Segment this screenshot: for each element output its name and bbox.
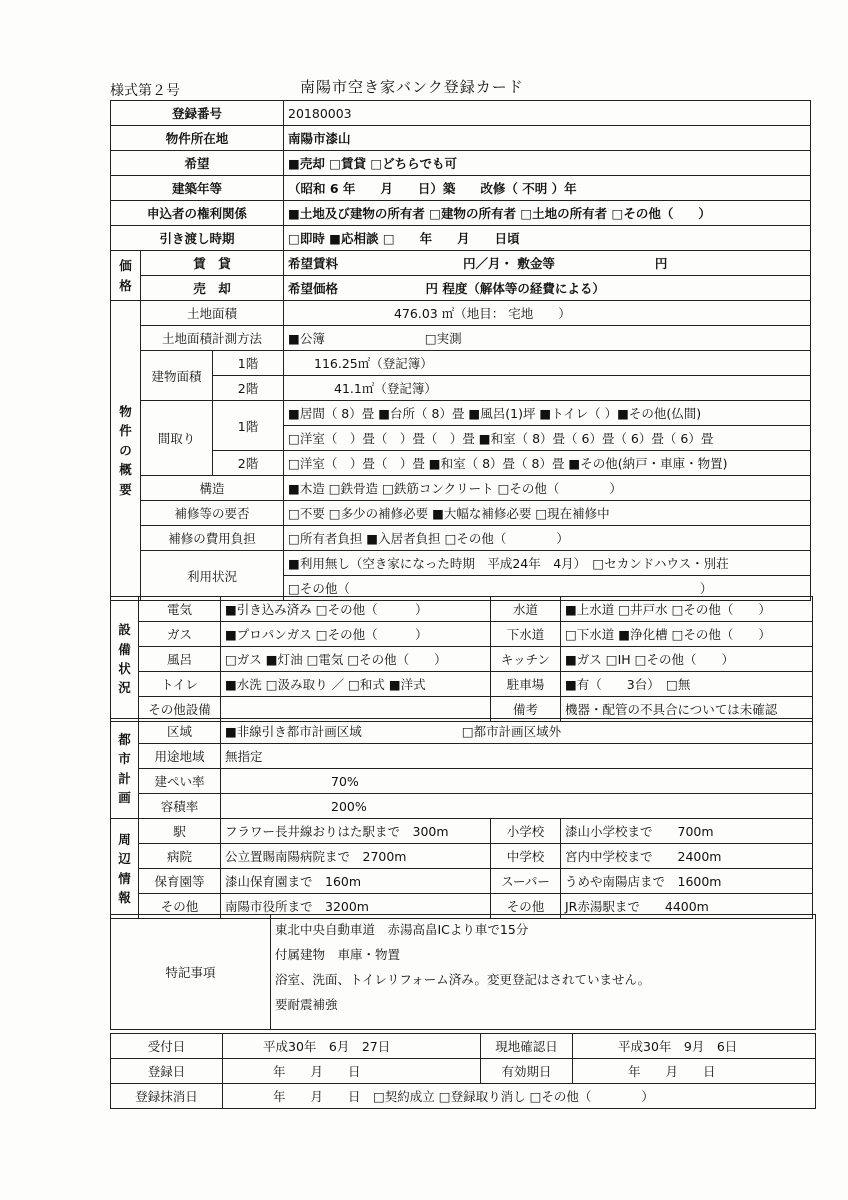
use-zone-label: 用途地域	[139, 744, 221, 769]
structure-label: 構造	[141, 476, 284, 501]
notes-label: 特記事項	[111, 915, 271, 1030]
repair-value: □不要 □多少の補修必要 ■大幅な補修必要 □現在補修中	[284, 501, 811, 526]
location-label: 物件所在地	[111, 126, 284, 151]
floor-2-value: 41.1㎡（登記簿）	[284, 376, 811, 401]
other-place-2-value: JR赤湯駅まで 4400m	[561, 894, 813, 919]
use-zone-value: 無指定	[221, 744, 813, 769]
land-method-value: ■公簿 □実測	[284, 326, 811, 351]
layout-1-label: 1階	[213, 401, 284, 451]
notes-line: 東北中央自動車道 赤湯高畠ICより車で15分	[275, 922, 529, 937]
station-value: フラワー長井線おりはた駅まで 300m	[221, 819, 491, 844]
layout-1a-value: ■居間（ 8）畳 ■台所（ 8）畳 ■風呂(1)坪 ■トイレ（ ）■その他(仏間)	[284, 401, 811, 426]
land-area-value: 476.03 ㎡（地目： 宅地 ）	[284, 301, 811, 326]
registered-value: 年 月 日	[223, 1059, 481, 1084]
notes-table	[110, 914, 816, 1030]
toilet-value: ■水洗 □汲み取り ／ □和式 ■洋式	[221, 672, 491, 697]
hospital-label: 病院	[139, 844, 221, 869]
property-table	[110, 100, 811, 601]
kitchen-value: ■ガス □IH □その他（ ）	[561, 647, 813, 672]
surroundings-section-label: 周 辺 情 報	[111, 819, 139, 919]
other-place-value: 南陽市役所まで 3200m	[221, 894, 491, 919]
registered-label: 登録日	[111, 1059, 223, 1084]
bath-label: 風呂	[139, 647, 221, 672]
repair-cost-label: 補修の費用負担	[141, 526, 284, 551]
received-label: 受付日	[111, 1034, 223, 1059]
expiry-value: 年 月 日	[573, 1059, 816, 1084]
toilet-label: トイレ	[139, 672, 221, 697]
usage-label: 利用状況	[141, 551, 284, 601]
bcr-value: 70%	[221, 769, 813, 794]
land-method-label: 土地面積計測方法	[141, 326, 284, 351]
floor-1-value: 116.25㎡（登記簿）	[284, 351, 811, 376]
onsite-label: 現地確認日	[481, 1034, 573, 1059]
remarks-label: 備考	[491, 697, 561, 722]
water-label: 水道	[491, 597, 561, 622]
hospital-value: 公立置賜南陽病院まで 2700m	[221, 844, 491, 869]
repair-cost-value: □所有者負担 ■入居者負担 □その他（ ）	[284, 526, 811, 551]
page-title: 南陽市空き家バンク登録カード	[300, 78, 524, 96]
notes-line: 要耐震補強	[275, 997, 338, 1012]
elementary-value: 漆山小学校まで 700m	[561, 819, 813, 844]
far-value: 200%	[221, 794, 813, 819]
city-planning-table	[110, 718, 813, 819]
elementary-label: 小学校	[491, 819, 561, 844]
floor-area-label: 建物面積	[141, 351, 213, 401]
notes-value	[271, 915, 816, 1030]
handover-value: □即時 ■応相談 □ 年 月 日頃	[284, 226, 811, 251]
junior-high-label: 中学校	[491, 844, 561, 869]
city-section-label: 都 市 計 画	[111, 719, 139, 819]
structure-value: ■木造 □鉄骨造 □鉄筋コンクリート □その他（ ）	[284, 476, 811, 501]
nursery-label: 保育園等	[139, 869, 221, 894]
elec-value: ■引き込み済み □その他（ ）	[221, 597, 491, 622]
form-number: 様式第２号	[110, 83, 180, 99]
gas-value: ■プロパンガス □その他（ ）	[221, 622, 491, 647]
price-section-label: 価 格	[111, 251, 141, 301]
other-place-2-label: その他	[491, 894, 561, 919]
layout-2-label: 2階	[213, 451, 284, 476]
rent-label: 賃 貸	[141, 251, 284, 276]
floor-1-label: 1階	[213, 351, 284, 376]
rights-label: 申込者の権利関係	[111, 201, 284, 226]
wish-label: 希望	[111, 151, 284, 176]
zone-value: ■非線引き都市計画区域 □都市計画区域外	[221, 719, 813, 744]
water-value: ■上水道 □井戸水 □その他（ ）	[561, 597, 813, 622]
notes-line: 付属建物 車庫・物置	[275, 947, 401, 962]
junior-high-value: 宮内中学校まで 2400m	[561, 844, 813, 869]
bcr-label: 建ぺい率	[139, 769, 221, 794]
deleted-value: 年 月 日 □契約成立 □登録取り消し □その他（ ）	[223, 1084, 816, 1109]
rights-value: ■土地及び建物の所有者 □建物の所有者 □土地の所有者 □その他（ ）	[284, 201, 811, 226]
built-label: 建築年等	[111, 176, 284, 201]
deleted-label: 登録抹消日	[111, 1084, 223, 1109]
layout-1b-value: □洋室（ ）畳（ ）畳（ ）畳 ■和室（ 8）畳（ 6）畳（ 6）畳（ 6）畳	[284, 426, 811, 451]
sale-label: 売 却	[141, 276, 284, 301]
elec-label: 電気	[139, 597, 221, 622]
usage-b-value: □その他（ ）	[284, 576, 811, 601]
reg-no-value: 20180003	[284, 101, 811, 126]
surroundings-table	[110, 818, 813, 919]
sewer-value: □下水道 ■浄化槽 □その他（ ）	[561, 622, 813, 647]
dates-table	[110, 1033, 816, 1109]
remarks-value: 機器・配管の不具合については未確認	[561, 697, 813, 722]
other-facility-label: その他設備	[139, 697, 221, 722]
facilities-section-label: 設 備 状 況	[111, 597, 139, 722]
supermarket-label: スーパー	[491, 869, 561, 894]
zone-label: 区域	[139, 719, 221, 744]
repair-label: 補修等の要否	[141, 501, 284, 526]
land-area-label: 土地面積	[141, 301, 284, 326]
wish-value: ■売却 □賃貸 □どちらでも可	[284, 151, 811, 176]
far-label: 容積率	[139, 794, 221, 819]
notes-line: 浴室、洗面、トイレリフォーム済み。変更登記はされていません。	[275, 972, 651, 987]
other-place-label: その他	[139, 894, 221, 919]
location-value: 南陽市漆山	[284, 126, 811, 151]
sewer-label: 下水道	[491, 622, 561, 647]
bath-value: □ガス ■灯油 □電気 □その他（ ）	[221, 647, 491, 672]
station-label: 駅	[139, 819, 221, 844]
layout-label: 間取り	[141, 401, 213, 476]
gas-label: ガス	[139, 622, 221, 647]
parking-label: 駐車場	[491, 672, 561, 697]
layout-2-value: □洋室（ ）畳（ ）畳 ■和室（ 8）畳（ 8）畳 ■その他(納戸・車庫・物置)	[284, 451, 811, 476]
rent-value: 希望賃料 円／月・ 敷金等 円	[284, 251, 811, 276]
floor-2-label: 2階	[213, 376, 284, 401]
reg-no-label: 登録番号	[111, 101, 284, 126]
facilities-table	[110, 596, 813, 722]
built-value: （昭和 6 年 月 日）築 改修（ 不明 ）年	[284, 176, 811, 201]
onsite-value: 平成30年 9月 6日	[573, 1034, 816, 1059]
handover-label: 引き渡し時期	[111, 226, 284, 251]
supermarket-value: うめや南陽店まで 1600m	[561, 869, 813, 894]
received-value: 平成30年 6月 27日	[223, 1034, 481, 1059]
property-section-label: 物 件 の 概 要	[111, 301, 141, 601]
sale-value: 希望価格 円 程度（解体等の経費による）	[284, 276, 811, 301]
usage-a-value: ■利用無し（空き家になった時期 平成24年 4月） □セカンドハウス・別荘	[284, 551, 811, 576]
parking-value: ■有（ 3台） □無	[561, 672, 813, 697]
nursery-value: 漆山保育園まで 160m	[221, 869, 491, 894]
expiry-label: 有効期日	[481, 1059, 573, 1084]
kitchen-label: キッチン	[491, 647, 561, 672]
